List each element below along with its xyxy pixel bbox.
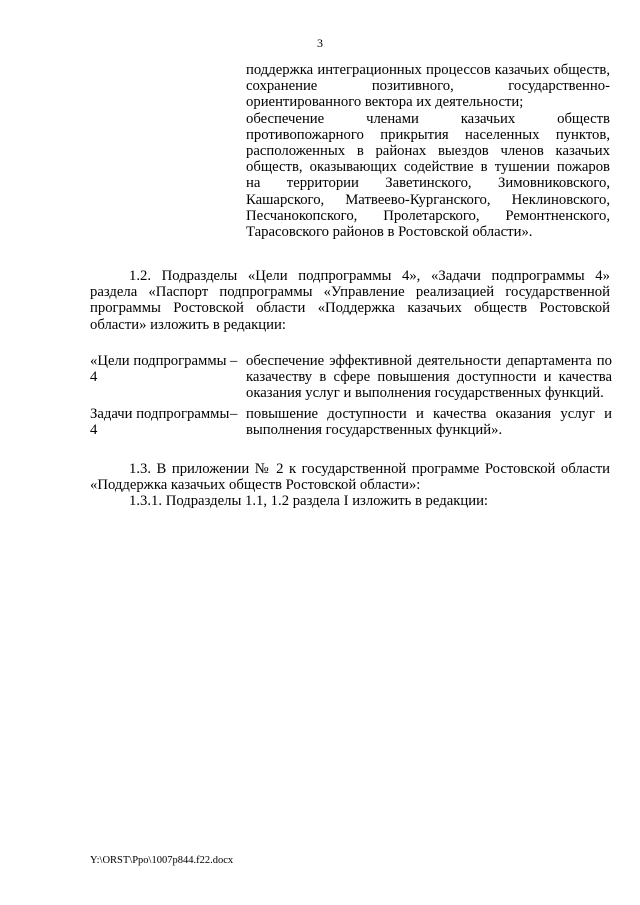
passport-row-goals xyxy=(90,353,612,402)
section-1-3 xyxy=(90,461,610,510)
section-1-3-1-paragraph: 1.3.1. Подразделы 1.1, 1.2 раздела I изложить в редакции: xyxy=(129,493,489,510)
text-line: сохранение позитивного, государственно- xyxy=(246,78,610,95)
previous-section-continuation xyxy=(246,62,610,240)
section-1-2-paragraph: 1.2. Подразделы «Цели подпрограммы 4», «Задачи подпрограммы 4» раздела «Паспорт подпрограммы «Управление реализацией государственной программы Ростовской области «Поддержка казачьих обществ Ростовской области» изложить в редакции: xyxy=(90,268,610,333)
footer-file-path: Y:\ORST\Ppo\1007p844.f22.docx xyxy=(90,855,234,866)
passport-row-dash: – xyxy=(230,405,238,422)
passport-row-tasks xyxy=(90,406,612,438)
passport-row-label: Задачи подпрограммы 4 xyxy=(90,405,230,438)
section-1-2 xyxy=(90,268,610,333)
passport-row-value: повышение доступности и качества оказания услуг и выполнения государственных функций». xyxy=(246,405,612,438)
text-line: противопожарного прикрытия населенных пунктов, xyxy=(246,126,610,143)
passport-row-value: обеспечение эффективной деятельности департамента по казачеству в сфере повышения доступности и качества оказания услуг и выполнения государственных функций. xyxy=(246,353,612,402)
text-line: ориентированного вектора их деятельности; xyxy=(246,94,524,111)
section-1-3-paragraph: 1.3. В приложении № 2 к государственной программе Ростовской области «Поддержка казачьих обществ Ростовской области»: xyxy=(90,461,610,494)
passport-row-label: «Цели подпрограммы 4 xyxy=(90,353,227,386)
text-line: на территории Заветинского, Зимовниковского, xyxy=(246,175,610,192)
passport-table xyxy=(90,353,612,442)
text-line: Тарасовского районов в Ростовской области». xyxy=(246,224,533,241)
text-line: поддержка интеграционных процессов казачьих обществ, xyxy=(246,62,610,78)
passport-row-dash: – xyxy=(230,353,238,369)
text-line: обеспечение членами казачьих обществ xyxy=(246,110,610,127)
text-line: Песчанокопского, Пролетарского, Ремонтненского, xyxy=(246,207,610,224)
text-line: Кашарского, Матвеево-Курганского, Неклиновского, xyxy=(246,191,610,208)
page-number: 3 xyxy=(317,36,323,50)
text-line: расположенных в районах выездов членов казачьих xyxy=(246,143,610,160)
text-line: обществ, оказывающих содействие в тушении пожаров xyxy=(246,159,610,176)
